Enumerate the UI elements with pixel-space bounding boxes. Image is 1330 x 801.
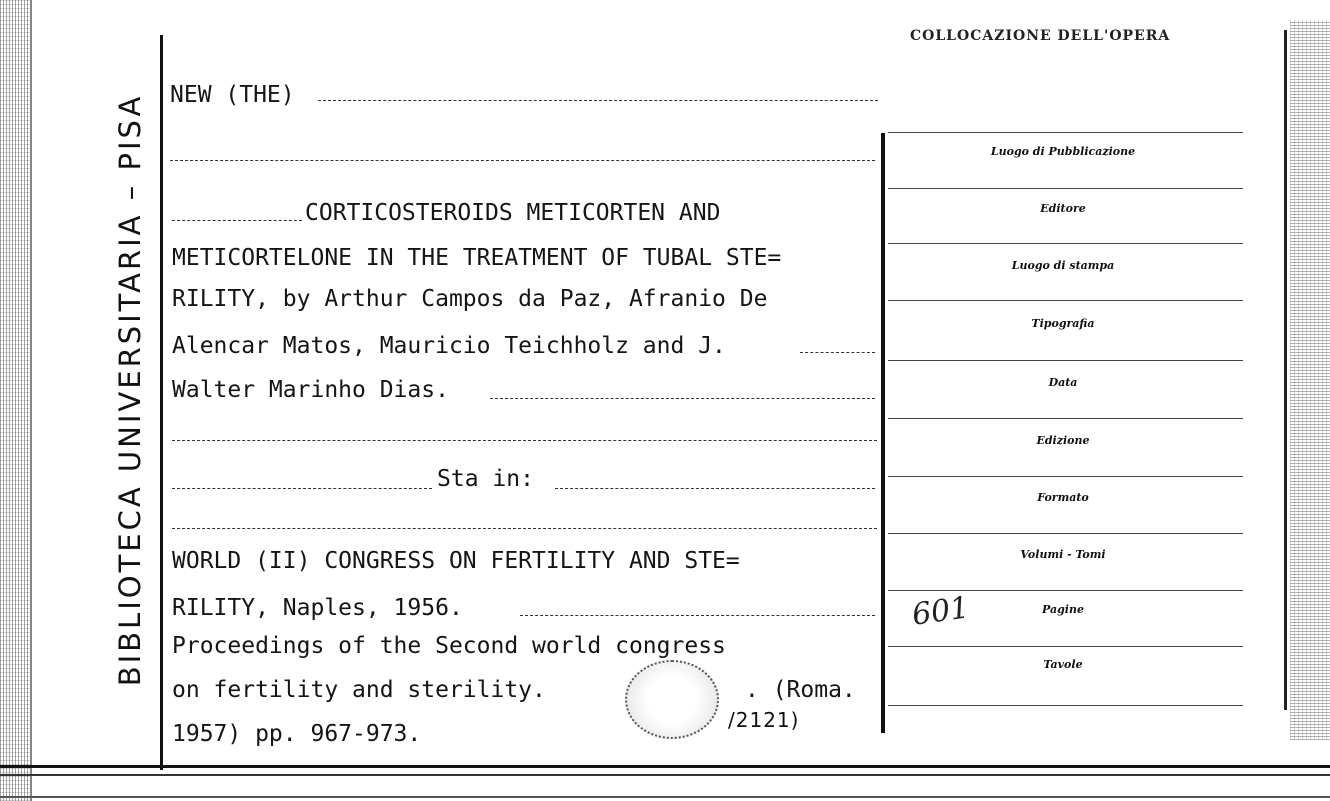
- ink-smudge: [625, 660, 719, 739]
- body-line: CORTICOSTEROIDS METICORTEN AND: [305, 200, 721, 226]
- field-place-of-publication: Luogo di Pubblicazione: [990, 145, 1136, 158]
- body-line: . (Roma.: [745, 677, 856, 703]
- field-rule: [888, 590, 1243, 591]
- field-pages: Pagine: [1042, 603, 1084, 616]
- body-line: METICORTELONE IN THE TREATMENT OF TUBAL STE=: [172, 245, 782, 271]
- contained-in-label: Sta in:: [437, 466, 534, 492]
- left-border-edge: [30, 0, 32, 801]
- right-border-strip: [1290, 20, 1330, 740]
- field-format: Formato: [1037, 491, 1089, 504]
- bottom-rule: [0, 765, 1330, 768]
- field-plates: Tavole: [1043, 658, 1083, 671]
- field-rule: [888, 188, 1243, 189]
- left-border-strip: [0, 0, 30, 801]
- body-line: Walter Marinho Dias.: [172, 377, 449, 403]
- stamp-number: /2121): [728, 708, 800, 732]
- dotted-rule: [555, 488, 875, 489]
- field-publisher: Editore: [1040, 202, 1086, 215]
- library-stamp: BIBLIOTECA UNIVERSITARIA – PISA: [113, 93, 147, 687]
- field-box-border: [881, 133, 885, 733]
- body-line: 1957) pp. 967-973.: [172, 721, 422, 747]
- dotted-rule: [490, 398, 875, 399]
- title-line: NEW (THE): [170, 82, 295, 108]
- field-rule: [888, 243, 1243, 244]
- field-rule: [888, 533, 1243, 534]
- field-rule: [888, 132, 1243, 133]
- field-rule: [888, 418, 1243, 419]
- location-header: COLLOCAZIONE DELL'OPERA: [910, 28, 1171, 44]
- body-line: RILITY, Naples, 1956.: [172, 595, 463, 621]
- field-edition: Edizione: [1036, 434, 1090, 447]
- dotted-rule: [800, 352, 875, 353]
- field-place-of-printing: Luogo di stampa: [1011, 259, 1115, 272]
- right-border-edge: [1284, 30, 1287, 710]
- body-line: RILITY, by Arthur Campos da Paz, Afranio De: [172, 286, 768, 312]
- field-rule: [888, 300, 1243, 301]
- body-line: WORLD (II) CONGRESS ON FERTILITY AND STE=: [172, 548, 740, 574]
- dotted-rule: [172, 440, 877, 441]
- dotted-rule: [520, 615, 875, 616]
- field-rule: [888, 646, 1243, 647]
- handwritten-pages-note: 601: [909, 590, 972, 633]
- body-line: Alencar Matos, Mauricio Teichholz and J.: [172, 333, 726, 359]
- field-rule: [888, 360, 1243, 361]
- body-line: Proceedings of the Second world congress: [172, 633, 726, 659]
- field-date: Data: [1048, 376, 1078, 389]
- bottom-rule: [0, 774, 1330, 776]
- field-volumes: Volumi - Tomi: [1020, 548, 1106, 561]
- dotted-rule: [172, 488, 432, 489]
- dotted-rule: [318, 100, 878, 101]
- field-printer: Tipografia: [1031, 317, 1095, 330]
- field-rule: [888, 476, 1243, 477]
- bottom-rule: [0, 796, 1330, 798]
- dotted-rule: [172, 220, 302, 221]
- body-line: on fertility and sterility.: [172, 677, 546, 703]
- field-rule: [888, 705, 1243, 706]
- dotted-rule: [170, 160, 875, 161]
- margin-line: [160, 35, 163, 770]
- dotted-rule: [172, 528, 877, 529]
